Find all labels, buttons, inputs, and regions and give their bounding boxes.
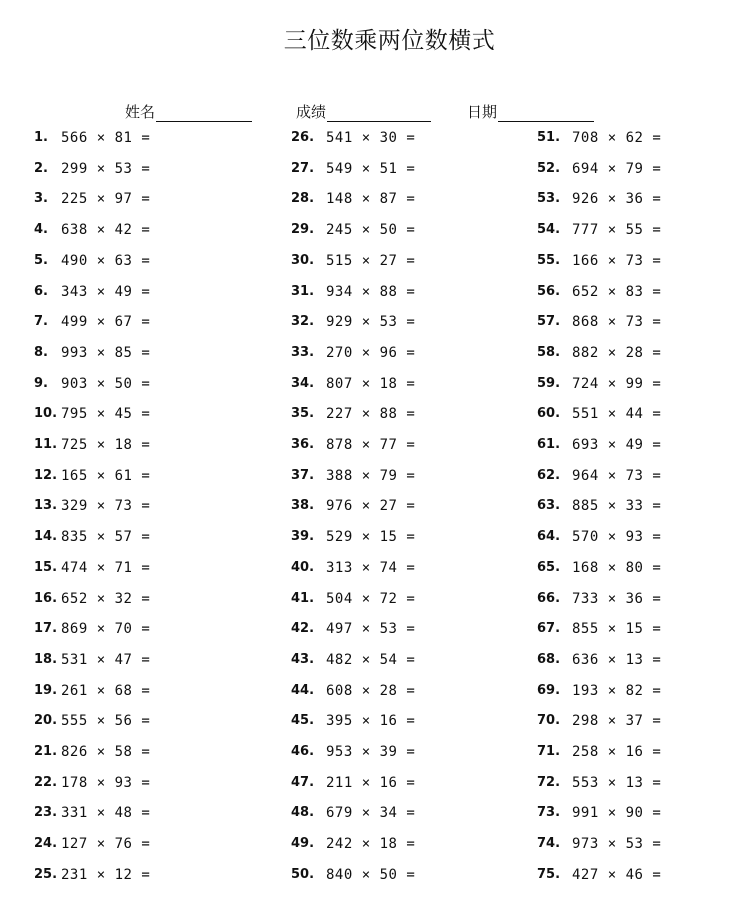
problem-expression: 227 × 88 = [326, 406, 416, 423]
problem-number: 23. [34, 805, 58, 821]
problem-expression: 261 × 68 = [61, 682, 151, 699]
problem-number: 58. [537, 344, 561, 360]
problem-number: 3. [34, 191, 48, 207]
problem-number: 49. [291, 836, 315, 852]
problem-item [34, 836, 234, 858]
problem-number: 10. [34, 406, 58, 422]
problem-expression: 566 × 81 = [61, 130, 151, 146]
problem-number: 71. [537, 744, 561, 759]
problem-number: 55. [537, 252, 561, 268]
problem-item [537, 713, 737, 735]
problem-expression: 168 × 80 = [572, 559, 662, 576]
problem-number: 61. [537, 437, 561, 452]
problem-item [291, 652, 491, 674]
problem-item [34, 130, 234, 152]
problem-number: 5. [34, 252, 48, 268]
problem-expression: 934 × 88 = [326, 283, 416, 300]
problem-expression: 973 × 53 = [572, 836, 662, 853]
problem-number: 19. [34, 682, 58, 698]
problem-number: 42. [291, 621, 315, 637]
problem-number: 8. [34, 344, 48, 360]
problem-expression: 165 × 61 = [61, 467, 151, 484]
score-field[interactable] [296, 101, 431, 122]
problem-item [537, 621, 737, 643]
problem-item [537, 498, 737, 520]
problem-item [291, 744, 491, 766]
problem-number: 41. [291, 590, 315, 606]
problem-item [34, 406, 234, 428]
problem-expression: 991 × 90 = [572, 805, 662, 822]
problem-item [537, 376, 737, 398]
problem-expression: 531 × 47 = [61, 651, 151, 668]
problem-number: 75. [537, 866, 561, 882]
problem-item [537, 529, 737, 551]
problem-number: 70. [537, 713, 561, 729]
problem-number: 26. [291, 130, 315, 145]
problem-number: 21. [34, 744, 58, 759]
problem-item [291, 437, 491, 459]
problem-item [537, 867, 737, 889]
problem-number: 14. [34, 529, 58, 545]
problem-expression: 929 × 53 = [326, 314, 416, 331]
problem-expression: 490 × 63 = [61, 252, 151, 269]
problem-number: 48. [291, 805, 315, 821]
problem-expression: 474 × 71 = [61, 559, 151, 576]
student-info-row [0, 101, 749, 123]
problem-expression: 343 × 49 = [61, 283, 151, 300]
problem-number: 45. [291, 713, 315, 729]
problem-item [537, 836, 737, 858]
problem-item [291, 130, 491, 152]
problem-number: 24. [34, 836, 58, 852]
problem-item [34, 867, 234, 889]
problem-item [537, 652, 737, 674]
problem-item [34, 161, 234, 183]
problem-number: 56. [537, 283, 561, 299]
problem-expression: 903 × 50 = [61, 375, 151, 392]
problem-number: 44. [291, 682, 315, 698]
problem-number: 43. [291, 651, 315, 667]
problem-item [537, 222, 737, 244]
problem-number: 51. [537, 130, 561, 145]
problem-item [291, 222, 491, 244]
problem-expression: 953 × 39 = [326, 744, 416, 760]
problem-number: 12. [34, 467, 58, 483]
name-field[interactable] [125, 101, 252, 122]
problem-number: 18. [34, 651, 58, 667]
problem-expression: 231 × 12 = [61, 866, 151, 883]
problem-number: 1. [34, 130, 48, 145]
problem-expression: 868 × 73 = [572, 314, 662, 331]
date-label: 日期 [467, 103, 498, 121]
problem-number: 57. [537, 314, 561, 330]
problem-number: 63. [537, 498, 561, 514]
problem-item [34, 253, 234, 275]
problem-number: 73. [537, 805, 561, 821]
problem-expression: 570 × 93 = [572, 529, 662, 546]
problem-number: 15. [34, 559, 58, 575]
problem-expression: 553 × 13 = [572, 774, 662, 791]
problem-item [34, 345, 234, 367]
problem-item [34, 529, 234, 551]
problem-number: 37. [291, 467, 315, 483]
problem-number: 53. [537, 191, 561, 207]
problem-item [537, 314, 737, 336]
problem-number: 52. [537, 160, 561, 176]
problem-item [34, 591, 234, 613]
problem-item [537, 437, 737, 459]
problem-expression: 708 × 62 = [572, 130, 662, 146]
problem-item [537, 191, 737, 213]
problem-item [34, 191, 234, 213]
problem-item [34, 498, 234, 520]
problem-expression: 541 × 30 = [326, 130, 416, 146]
problem-number: 6. [34, 283, 48, 299]
problem-number: 62. [537, 467, 561, 483]
problem-number: 60. [537, 406, 561, 422]
problem-number: 13. [34, 498, 58, 514]
problem-expression: 258 × 16 = [572, 744, 662, 760]
problem-item [291, 161, 491, 183]
problem-item [291, 498, 491, 520]
problem-expression: 807 × 18 = [326, 375, 416, 392]
problem-item [34, 376, 234, 398]
problem-expression: 926 × 36 = [572, 191, 662, 208]
problem-number: 11. [34, 437, 58, 452]
score-blank-line[interactable] [327, 105, 431, 122]
problem-expression: 878 × 77 = [326, 437, 416, 453]
problem-expression: 964 × 73 = [572, 467, 662, 484]
problem-number: 31. [291, 283, 315, 299]
problem-number: 32. [291, 314, 315, 330]
date-blank-line[interactable] [498, 105, 594, 122]
problem-expression: 193 × 82 = [572, 682, 662, 699]
problem-item [537, 130, 737, 152]
problem-expression: 555 × 56 = [61, 713, 151, 730]
problem-expression: 636 × 13 = [572, 651, 662, 668]
problem-item [291, 591, 491, 613]
name-blank-line[interactable] [156, 105, 252, 122]
problem-number: 68. [537, 651, 561, 667]
problem-number: 27. [291, 160, 315, 176]
problem-item [291, 867, 491, 889]
problem-item [291, 191, 491, 213]
problem-expression: 882 × 28 = [572, 344, 662, 361]
problem-expression: 551 × 44 = [572, 406, 662, 423]
problem-expression: 795 × 45 = [61, 406, 151, 423]
problem-item [537, 683, 737, 705]
problem-item [291, 836, 491, 858]
date-field[interactable] [467, 101, 594, 122]
problem-item [537, 161, 737, 183]
problem-expression: 225 × 97 = [61, 191, 151, 208]
problem-item [34, 314, 234, 336]
problem-expression: 211 × 16 = [326, 774, 416, 791]
problem-number: 2. [34, 160, 48, 176]
problem-item [291, 683, 491, 705]
problem-item [34, 284, 234, 306]
problem-item [34, 683, 234, 705]
problem-expression: 835 × 57 = [61, 529, 151, 546]
problem-number: 54. [537, 222, 561, 238]
problem-number: 17. [34, 621, 58, 637]
problem-number: 35. [291, 406, 315, 422]
problem-expression: 652 × 83 = [572, 283, 662, 300]
problem-item [291, 406, 491, 428]
problem-expression: 693 × 49 = [572, 437, 662, 453]
problem-item [34, 652, 234, 674]
problem-item [291, 621, 491, 643]
problem-expression: 725 × 18 = [61, 437, 151, 453]
problem-expression: 178 × 93 = [61, 774, 151, 791]
problem-expression: 497 × 53 = [326, 621, 416, 638]
name-label: 姓名 [125, 103, 156, 121]
problem-expression: 388 × 79 = [326, 467, 416, 484]
problem-expression: 499 × 67 = [61, 314, 151, 331]
problem-expression: 148 × 87 = [326, 191, 416, 208]
problem-number: 39. [291, 529, 315, 545]
problem-number: 47. [291, 774, 315, 790]
problem-expression: 869 × 70 = [61, 621, 151, 638]
problem-item [34, 713, 234, 735]
problem-number: 28. [291, 191, 315, 207]
problem-expression: 608 × 28 = [326, 682, 416, 699]
problem-expression: 331 × 48 = [61, 805, 151, 822]
problem-number: 72. [537, 774, 561, 790]
problem-number: 25. [34, 866, 58, 882]
problem-expression: 529 × 15 = [326, 529, 416, 546]
problem-expression: 855 × 15 = [572, 621, 662, 638]
problem-number: 29. [291, 222, 315, 238]
problem-item [34, 222, 234, 244]
problem-item [291, 253, 491, 275]
problem-item [537, 284, 737, 306]
problem-number: 20. [34, 713, 58, 729]
problem-expression: 840 × 50 = [326, 866, 416, 883]
problem-expression: 679 × 34 = [326, 805, 416, 822]
problem-item [291, 775, 491, 797]
problem-number: 50. [291, 866, 315, 882]
problem-expression: 245 × 50 = [326, 222, 416, 239]
problem-item [34, 621, 234, 643]
problem-number: 74. [537, 836, 561, 852]
problem-expression: 127 × 76 = [61, 836, 151, 853]
problem-expression: 724 × 99 = [572, 375, 662, 392]
problem-expression: 242 × 18 = [326, 836, 416, 853]
problem-item [291, 284, 491, 306]
problem-expression: 427 × 46 = [572, 866, 662, 883]
problem-number: 59. [537, 375, 561, 391]
problem-expression: 298 × 37 = [572, 713, 662, 730]
problem-item [291, 805, 491, 827]
problem-item [537, 345, 737, 367]
problem-number: 33. [291, 344, 315, 360]
problem-number: 38. [291, 498, 315, 514]
problem-expression: 638 × 42 = [61, 222, 151, 239]
problem-item [291, 376, 491, 398]
problem-expression: 270 × 96 = [326, 344, 416, 361]
problem-item [537, 560, 737, 582]
problem-number: 22. [34, 774, 58, 790]
problem-expression: 976 × 27 = [326, 498, 416, 515]
problem-number: 40. [291, 559, 315, 575]
problem-item [291, 345, 491, 367]
problem-number: 30. [291, 252, 315, 268]
problem-number: 36. [291, 437, 315, 452]
problem-expression: 166 × 73 = [572, 252, 662, 269]
problem-number: 65. [537, 559, 561, 575]
problem-expression: 652 × 32 = [61, 590, 151, 607]
worksheet-title: 三位数乘两位数横式 [283, 28, 496, 54]
problem-number: 66. [537, 590, 561, 606]
problem-expression: 733 × 36 = [572, 590, 662, 607]
problem-item [34, 437, 234, 459]
problem-item [537, 591, 737, 613]
problem-number: 67. [537, 621, 561, 637]
problem-item [34, 744, 234, 766]
problem-expression: 299 × 53 = [61, 160, 151, 177]
problem-expression: 885 × 33 = [572, 498, 662, 515]
problem-item [537, 744, 737, 766]
problem-item [537, 775, 737, 797]
problem-number: 9. [34, 375, 48, 391]
problem-expression: 395 × 16 = [326, 713, 416, 730]
problem-item [291, 713, 491, 735]
problem-expression: 777 × 55 = [572, 222, 662, 239]
problem-number: 7. [34, 314, 48, 330]
problem-item [537, 406, 737, 428]
problem-item [291, 468, 491, 490]
problem-number: 46. [291, 744, 315, 759]
problem-item [291, 560, 491, 582]
problem-number: 16. [34, 590, 58, 606]
problem-number: 4. [34, 222, 48, 238]
problem-item [34, 775, 234, 797]
problem-item [537, 805, 737, 827]
problem-expression: 313 × 74 = [326, 559, 416, 576]
problem-number: 64. [537, 529, 561, 545]
problem-item [537, 253, 737, 275]
problem-expression: 515 × 27 = [326, 252, 416, 269]
problem-item [537, 468, 737, 490]
problem-item [34, 805, 234, 827]
problem-expression: 504 × 72 = [326, 590, 416, 607]
problem-number: 69. [537, 682, 561, 698]
problem-item [291, 314, 491, 336]
problem-item [34, 560, 234, 582]
problem-expression: 826 × 58 = [61, 744, 151, 760]
problem-expression: 329 × 73 = [61, 498, 151, 515]
problem-expression: 993 × 85 = [61, 344, 151, 361]
score-label: 成绩 [296, 103, 327, 121]
problem-number: 34. [291, 375, 315, 391]
problem-expression: 482 × 54 = [326, 651, 416, 668]
problem-item [291, 529, 491, 551]
problem-item [34, 468, 234, 490]
problem-expression: 694 × 79 = [572, 160, 662, 177]
problem-expression: 549 × 51 = [326, 160, 416, 177]
